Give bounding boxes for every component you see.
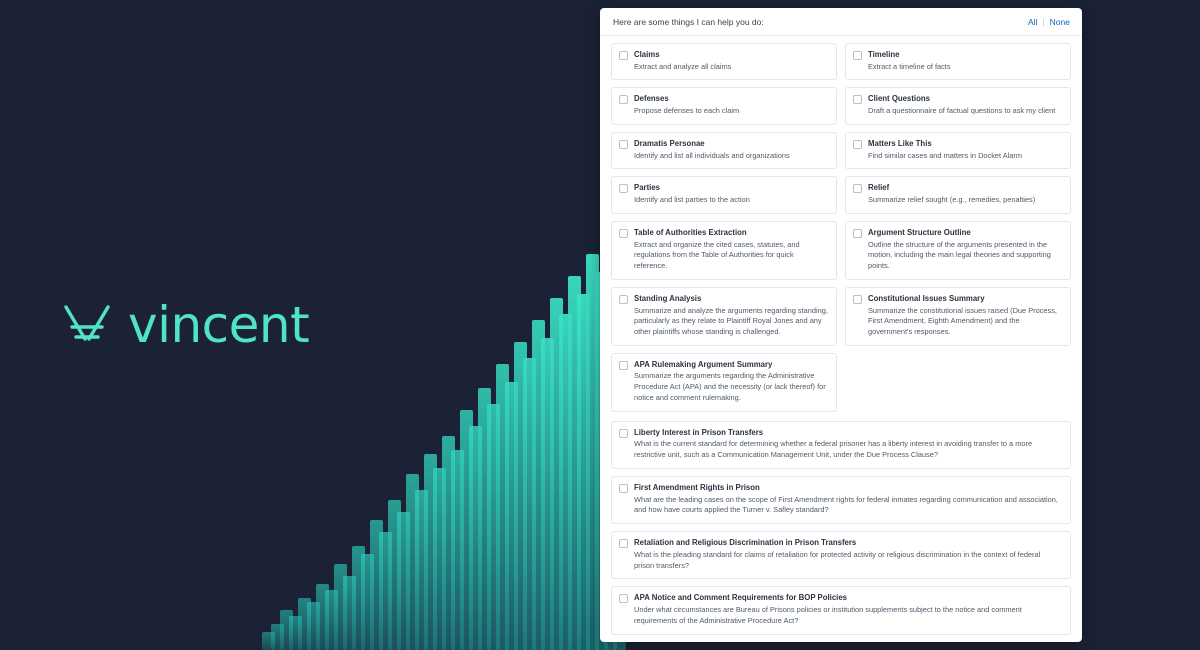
card-text: [868, 50, 951, 72]
task-card[interactable]: [845, 287, 1071, 346]
card-description: Summarize relief sought (e.g., remedies, penalties): [868, 195, 1036, 205]
card-title: Relief: [868, 183, 890, 193]
card-text: [868, 94, 1055, 116]
checkbox[interactable]: [853, 140, 862, 149]
card-text: [868, 294, 1062, 338]
checkbox[interactable]: [853, 229, 862, 238]
card-title: Argument Structure Outline: [868, 227, 971, 237]
checkbox[interactable]: [619, 95, 628, 104]
card-text: [634, 593, 1062, 626]
card-description: Identify and list all individuals and organizations: [634, 150, 790, 160]
card-text: [868, 139, 1022, 161]
checkbox[interactable]: [619, 295, 628, 304]
checkbox[interactable]: [619, 51, 628, 60]
task-card[interactable]: [611, 43, 837, 80]
card-title: Dramatis Personae: [634, 138, 705, 148]
select-none-link[interactable]: None: [1049, 16, 1070, 27]
card-description: What is the current standard for determining whether a federal prisoner has a liberty interest in avoiding transfer to a more restrictive unit, such as a Communication Management Unit, under the Due Process Clause?: [634, 439, 1033, 460]
card-text: [634, 538, 1062, 571]
question-card[interactable]: [611, 421, 1071, 469]
card-title: Retaliation and Religious Discrimination in Prison Transfers: [634, 538, 857, 548]
task-card[interactable]: [845, 221, 1071, 280]
card-description: Draft a questionnaire of factual questions to ask my client: [868, 106, 1056, 116]
question-card[interactable]: [611, 531, 1071, 579]
checkbox[interactable]: [853, 51, 862, 60]
card-text: [634, 139, 790, 161]
card-title: Matters Like This: [868, 138, 932, 148]
checkbox[interactable]: [619, 429, 628, 438]
task-card[interactable]: [845, 43, 1071, 80]
task-card[interactable]: [611, 353, 837, 412]
task-card-grid: [611, 43, 1071, 412]
checkbox[interactable]: [619, 361, 628, 370]
decorative-bars: [262, 230, 622, 650]
brand-logo: [62, 296, 309, 354]
card-description: Extract and analyze all claims: [634, 61, 732, 71]
card-description: Propose defenses to each claim: [634, 106, 740, 116]
task-card[interactable]: [845, 176, 1071, 213]
checkbox[interactable]: [853, 184, 862, 193]
checkbox[interactable]: [619, 539, 628, 548]
card-title: APA Rulemaking Argument Summary: [634, 359, 773, 369]
question-card[interactable]: [611, 476, 1071, 524]
panel-title: Here are some things I can help you do:: [613, 16, 764, 27]
brand-name: vincent: [128, 296, 310, 354]
card-title: First Amendment Rights in Prison: [634, 482, 760, 492]
panel-body: [600, 36, 1082, 642]
card-description: Extract a timeline of facts: [868, 61, 951, 71]
card-title: Liberty Interest in Prison Transfers: [634, 427, 764, 437]
card-text: [634, 50, 731, 72]
checkbox[interactable]: [853, 295, 862, 304]
vincent-mark-icon: [62, 299, 114, 351]
card-title: Parties: [634, 183, 661, 193]
card-description: Find similar cases and matters in Docket Alarm: [868, 150, 1023, 160]
task-card[interactable]: [611, 87, 837, 124]
checkbox[interactable]: [619, 140, 628, 149]
card-description: Summarize and analyze the arguments regarding standing, particularly as they relate to Plaintiff Royal Jones and any other plaintiffs whose standing is challenged.: [634, 305, 828, 337]
card-text: [634, 483, 1062, 516]
card-description: Under what circumstances are Bureau of Prisons policies or institution supplements subject to the notice and comment requirements of the Administrative Procedure Act?: [634, 605, 1022, 625]
card-text: [634, 228, 828, 272]
task-card[interactable]: [611, 287, 837, 346]
card-title: Table of Authorities Extraction: [634, 227, 747, 237]
task-card[interactable]: [845, 132, 1071, 169]
card-title: Defenses: [634, 94, 669, 104]
checkbox[interactable]: [619, 484, 628, 493]
checkbox[interactable]: [619, 594, 628, 603]
checkbox[interactable]: [619, 229, 628, 238]
card-description: Summarize the arguments regarding the Administrative Procedure Act (APA) and the necessity (or lack thereof) for notice and comment rulemaking.: [634, 371, 826, 402]
select-all-link[interactable]: All: [1028, 16, 1038, 27]
suggestions-panel: [600, 8, 1082, 642]
question-card[interactable]: [611, 586, 1071, 634]
checkbox[interactable]: [619, 184, 628, 193]
task-card[interactable]: [611, 221, 837, 280]
panel-header: [600, 8, 1082, 36]
task-card[interactable]: [611, 176, 837, 213]
card-title: Constitutional Issues Summary: [868, 293, 985, 303]
task-card[interactable]: [611, 132, 837, 169]
card-text: [634, 94, 739, 116]
card-title: APA Notice and Comment Requirements for BOP Policies: [634, 593, 848, 603]
card-text: [868, 228, 1062, 272]
card-description: What are the leading cases on the scope of First Amendment rights for federal inmates regarding communication and association, and how have courts applied the Turner v. Safley standard?: [634, 494, 1058, 515]
task-card[interactable]: [845, 87, 1071, 124]
card-text: [868, 183, 1035, 205]
card-title: Timeline: [868, 50, 900, 59]
question-card-list: [611, 421, 1071, 635]
card-text: [634, 183, 750, 205]
card-description: Outline the structure of the arguments presented in the motion, including the main legal theories and supporting points.: [868, 239, 1051, 271]
card-description: Extract and organize the cited cases, statutes, and regulations from the Table of Authorities for quick reference.: [634, 239, 800, 271]
card-text: [634, 360, 828, 404]
card-title: Client Questions: [868, 94, 930, 104]
checkbox[interactable]: [853, 95, 862, 104]
panel-header-actions: [1028, 17, 1070, 27]
header-separator: |: [1042, 16, 1045, 27]
card-description: What is the pleading standard for claims of retaliation for protected activity or religious discrimination in the context of federal prison transfers?: [634, 549, 1041, 570]
card-title: Standing Analysis: [634, 293, 702, 303]
card-text: [634, 428, 1062, 461]
card-description: Identify and list parties to the action: [634, 195, 750, 205]
card-title: Claims: [634, 50, 660, 59]
card-description: Summarize the constitutional issues raised (Due Process, First Amendment, Eighth Amendment) and the government's responses.: [868, 305, 1057, 337]
card-text: [634, 294, 828, 338]
